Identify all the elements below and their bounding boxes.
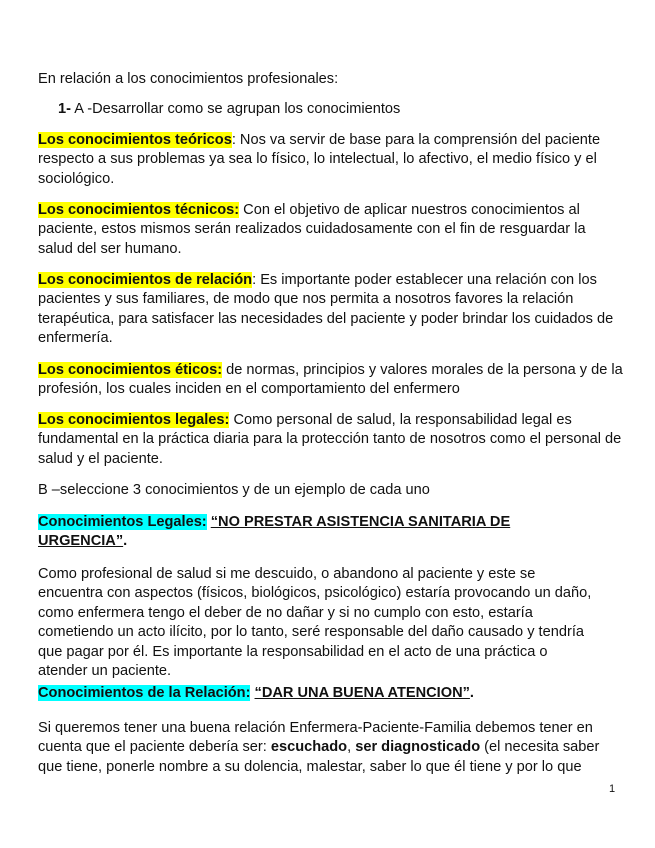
- example-relacion-heading: Conocimientos de la Relación: “DAR UNA BUENA ATENCION”.: [38, 685, 474, 701]
- paragraph-legales: [38, 411, 623, 469]
- paragraph-text: : Es importante poder establecer una relación con los pacientes y sus familiares, de modo que nos permita a nosotros favores la relación terapéutica, para satisfacer las necesidades del paciente y poder brindar los cuidados de enfermería.: [38, 272, 614, 347]
- page-number: 1: [609, 783, 616, 795]
- example-relacion-body: Si queremos tener una buena relación Enfermera-Paciente-Familia debemos tener en cuenta que el paciente debería ser: escuchado, ser diagnosticado (el necesita saber que tiene, ponerle nombre a su dolencia, malestar, saber lo que él tiene y por lo que: [38, 720, 600, 775]
- item-b: B –seleccione 3 conocimientos y de un ejemplo de cada uno: [38, 482, 430, 498]
- example-legales-body: Como profesional de salud si me descuido, o abandono al paciente y este se encuentra con aspectos (físicos, biológicos, psicológico) estaría provocando un daño, como enfermera tengo el deber de no dañar y si no cumplo con esto, estaría cometiendo un acto ilícito, por lo tanto, seré responsable del daño causado y tendría que pagar por él. Es importante la responsabilidad en el acto de una práctica o atender un paciente.: [38, 566, 592, 680]
- paragraph-relacion: [38, 271, 623, 349]
- paragraph-text: Con el objetivo de aplicar nuestros conocimientos al paciente, estos mismos serán realizados cuidadosamente con el fin de resguardar la salud del ser humano.: [38, 202, 586, 257]
- example-title: “DAR UNA BUENA ATENCION”: [254, 685, 470, 701]
- highlight-label: Los conocimientos de relación: [38, 272, 253, 288]
- list-text: A -Desarrollar como se agrupan los conocimientos: [70, 101, 401, 117]
- paragraph-eticos: [38, 361, 623, 400]
- highlight-label: Los conocimientos teóricos: [38, 132, 232, 148]
- highlight-label: Los conocimientos legales:: [38, 412, 230, 428]
- highlight-label: Conocimientos de la Relación:: [38, 685, 251, 701]
- intro-line: En relación a los conocimientos profesionales:: [38, 71, 339, 87]
- paragraph-text: : Nos va servir de base para la comprensión del paciente respecto a sus problemas ya sea lo físico, lo intelectual, lo afectivo, el medio físico y el sociológico.: [38, 132, 601, 187]
- highlight-label: Los conocimientos técnicos:: [38, 202, 240, 218]
- highlight-label: Los conocimientos éticos:: [38, 362, 223, 378]
- highlight-label: Conocimientos Legales:: [38, 514, 207, 530]
- paragraph-text: de normas, principios y valores morales de la persona y de la profesión, los cuales inciden en el comportamiento del enfermero: [38, 362, 623, 398]
- paragraph-teoricos: [38, 131, 623, 189]
- paragraph-text: Como personal de salud, la responsabilidad legal es fundamental en la práctica diaria para la protección tanto de nosotros como el personal de salud y el paciente.: [38, 412, 622, 467]
- list-item-1: [58, 100, 618, 119]
- example-title: “NO PRESTAR ASISTENCIA SANITARIA DE URGENCIA”: [38, 514, 511, 550]
- paragraph-tecnicos: [38, 201, 623, 259]
- list-number: 1-: [58, 101, 71, 117]
- example-legales-heading: Conocimientos Legales: “NO PRESTAR ASISTENCIA SANITARIA DE URGENCIA”.: [38, 514, 511, 550]
